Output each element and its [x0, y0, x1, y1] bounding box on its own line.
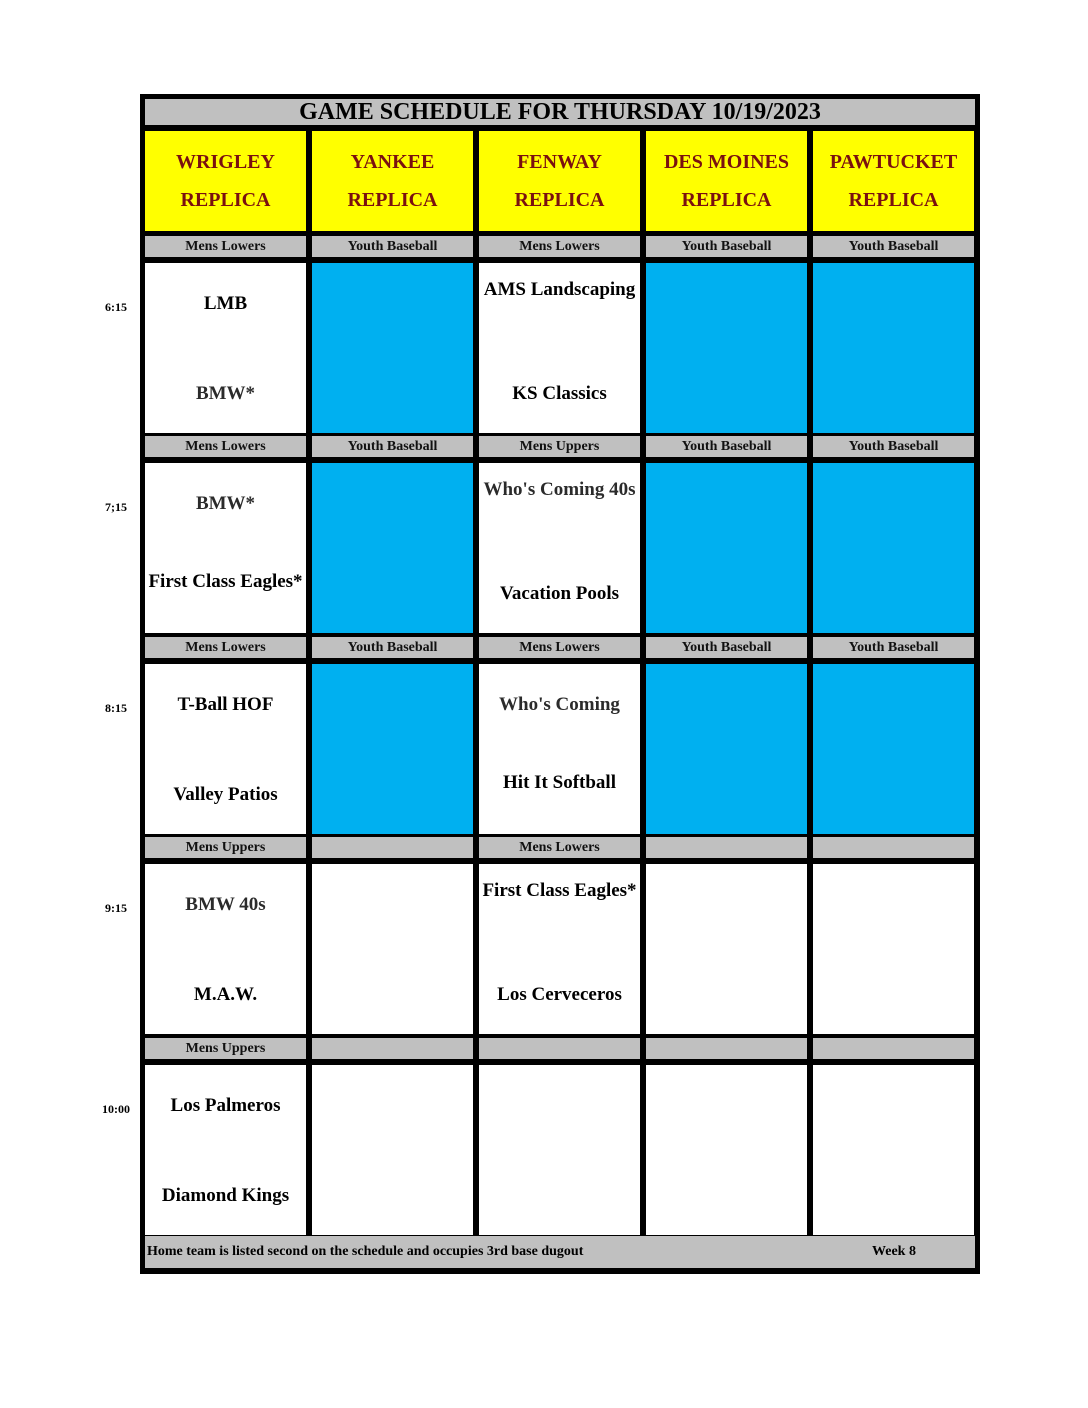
field-subtitle: REPLICA	[514, 189, 605, 211]
game-slot	[479, 664, 640, 834]
away-team: T-Ball HOF	[177, 694, 274, 715]
league-label	[646, 837, 807, 858]
away-team: Who's Coming 40s	[483, 479, 636, 500]
youth-slot	[813, 463, 974, 633]
league-label: Mens Lowers	[479, 236, 640, 257]
league-label: Mens Lowers	[145, 236, 306, 257]
youth-slot	[646, 463, 807, 633]
league-label: Youth Baseball	[646, 637, 807, 658]
youth-slot	[646, 263, 807, 433]
home-team: M.A.W.	[193, 984, 258, 1005]
league-label	[813, 837, 974, 858]
league-label: Youth Baseball	[813, 236, 974, 257]
field-name: PAWTUCKET	[829, 151, 958, 173]
away-team: BMW 40s	[185, 894, 266, 915]
game-slot	[145, 263, 306, 433]
league-label: Mens Lowers	[479, 637, 640, 658]
home-team: BMW*	[195, 383, 256, 404]
league-label: Mens Uppers	[145, 837, 306, 858]
game-slot	[145, 664, 306, 834]
game-slot	[479, 1065, 640, 1235]
youth-slot	[646, 664, 807, 834]
league-label: Youth Baseball	[646, 436, 807, 457]
youth-slot	[312, 664, 473, 834]
field-name: WRIGLEY	[176, 151, 275, 173]
time-label: 7;15	[105, 500, 127, 514]
home-team: First Class Eagles*	[148, 571, 303, 592]
league-label: Mens Lowers	[479, 837, 640, 858]
field-name: FENWAY	[517, 151, 602, 173]
game-slot	[813, 1065, 974, 1235]
game-slot	[312, 1065, 473, 1235]
week-label: Week 8	[872, 1244, 916, 1259]
league-label	[813, 1038, 974, 1059]
home-team: KS Classics	[512, 383, 607, 404]
time-label: 9:15	[105, 901, 127, 915]
game-slot	[479, 463, 640, 633]
game-slot	[813, 864, 974, 1034]
game-slot	[145, 463, 306, 633]
field-subtitle: REPLICA	[848, 189, 939, 211]
home-team: Hit It Softball	[503, 772, 616, 793]
league-label	[312, 1038, 473, 1059]
field-subtitle: REPLICA	[347, 189, 438, 211]
league-label	[312, 837, 473, 858]
field-name: YANKEE	[350, 151, 435, 173]
home-team: Diamond Kings	[161, 1185, 290, 1206]
league-label: Youth Baseball	[312, 637, 473, 658]
away-team: Los Palmeros	[170, 1095, 281, 1116]
youth-slot	[813, 664, 974, 834]
away-team: First Class Eagles*	[482, 880, 637, 901]
game-slot	[145, 1065, 306, 1235]
schedule-title: GAME SCHEDULE FOR THURSDAY 10/19/2023	[145, 99, 975, 125]
league-label: Mens Uppers	[145, 1038, 306, 1059]
youth-slot	[312, 463, 473, 633]
home-team: Vacation Pools	[499, 583, 620, 604]
league-label: Youth Baseball	[813, 436, 974, 457]
league-label: Mens Lowers	[145, 436, 306, 457]
league-label: Mens Uppers	[479, 436, 640, 457]
field-subtitle: REPLICA	[180, 189, 271, 211]
field-header-yankee	[312, 131, 473, 231]
game-slot	[646, 1065, 807, 1235]
away-team: LMB	[203, 293, 248, 314]
game-slot	[479, 263, 640, 433]
home-team: Los Cerveceros	[497, 984, 622, 1005]
league-label: Youth Baseball	[646, 236, 807, 257]
footer-note: Home team is listed second on the schedule and occupies 3rd base dugout	[147, 1244, 584, 1259]
game-slot	[646, 864, 807, 1034]
league-label: Youth Baseball	[813, 637, 974, 658]
field-header-pawtucket	[813, 131, 974, 231]
league-label	[646, 1038, 807, 1059]
away-team: AMS Landscaping	[483, 279, 636, 300]
time-label: 8:15	[105, 701, 127, 715]
field-name: DES MOINES	[663, 151, 790, 173]
field-header-fenway	[479, 131, 640, 231]
league-label: Mens Lowers	[145, 637, 306, 658]
away-team: Who's Coming	[499, 694, 620, 715]
game-slot	[312, 864, 473, 1034]
schedule-footer	[145, 1236, 975, 1268]
time-label: 10:00	[102, 1102, 130, 1116]
game-slot	[479, 864, 640, 1034]
schedule-table	[140, 94, 980, 1274]
youth-slot	[813, 263, 974, 433]
away-team: BMW*	[195, 493, 256, 514]
time-label: 6:15	[105, 300, 127, 314]
field-header-wrigley	[145, 131, 306, 231]
field-header-des-moines	[646, 131, 807, 231]
league-label: Youth Baseball	[312, 436, 473, 457]
league-label: Youth Baseball	[312, 236, 473, 257]
league-label	[479, 1038, 640, 1059]
home-team: Valley Patios	[173, 784, 278, 805]
youth-slot	[312, 263, 473, 433]
field-subtitle: REPLICA	[681, 189, 772, 211]
game-slot	[145, 864, 306, 1034]
